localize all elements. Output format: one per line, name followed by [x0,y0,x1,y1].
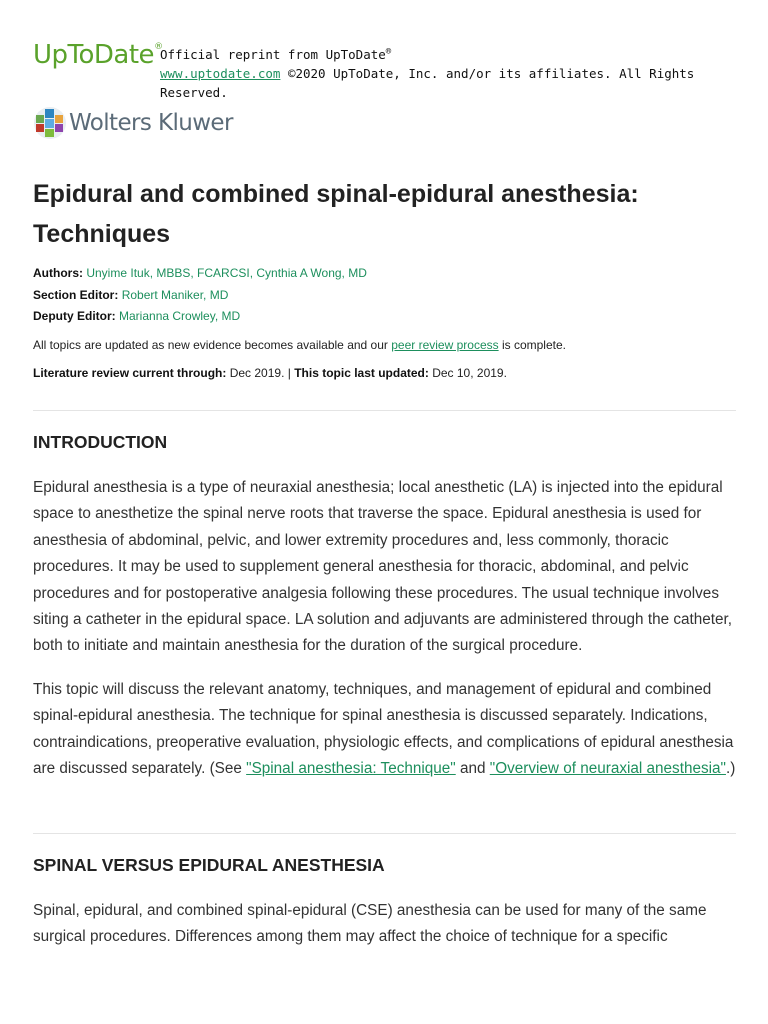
section-heading-spinal-vs-epidural: SPINAL VERSUS EPIDURAL ANESTHESIA [33,855,385,875]
intro-paragraph-2 [33,677,738,783]
wolters-kluwer-globe-icon [33,106,67,140]
update-note [33,338,566,352]
article-credits [33,263,367,328]
review-dates [33,366,507,380]
deputy-editor-link[interactable]: Marianna Crowley, MD [119,309,241,323]
authors-label: Authors: [33,266,83,280]
last-updated-label: This topic last updated: [294,366,429,380]
update-note-text: All topics are updated as new evidence becomes available and our [33,338,392,352]
reprint-line: Official reprint from UpToDate [160,47,386,63]
intro-p2-text: This topic will discuss the relevant anatomy, techniques, and management of epidural and combined spinal-epidural anesthesia. The technique for spinal anesthesia is discussed separately. Indications, contraindications, preoperative evaluation, physiologic effects, and complications of epidural anesthesia are discussed separately. (See [33,681,734,778]
lit-review-label: Literature review current through: [33,366,227,380]
intro-p2-tail: .) [725,760,736,778]
update-note-tail: is complete. [498,338,566,352]
lit-review-value: Dec 2019. | [226,366,295,380]
article-title: Epidural and combined spinal-epidural anesthesia: Techniques [33,180,639,248]
intro-paragraph-1: Epidural anesthesia is a type of neuraxial anesthesia; local anesthetic (LA) is injected into the epidural space to anesthetize the spinal nerve roots that traverse the space. Epidural anesthesia is used for anesthesia of abdominal, pelvic, and lower extremity procedures and, less commonly, thoracic procedures. It may be used to supplement general anesthesia for thoracic, abdominal, and pelvic procedures and for postoperative analgesia following these procedures. The usual technique involves siting a catheter in the epidural space. LA solution and adjuvants are administered through the catheter, both to initiate and maintain anesthesia for the duration of the surgical procedure. [33,479,733,655]
spinal-vs-epidural-paragraph: Spinal, epidural, and combined spinal-epidural (CSE) anesthesia can be used for many of the same surgical procedures. Differences among them may affect the choice of technique for a specific [33,902,707,946]
publisher-logo [33,106,233,140]
authors-links[interactable]: Unyime Ituk, MBBS, FCARCSI, Cynthia A Wong, MD [86,266,367,280]
uptodate-logo[interactable] [33,40,163,70]
section-heading-introduction: INTRODUCTION [33,432,168,452]
brand-registered-mark: ® [154,42,163,52]
brand-name: UpToDate [33,40,155,70]
intro-p2-and: and [455,760,490,778]
reprint-notice [160,43,768,102]
section-editor-link[interactable]: Robert Maniker, MD [121,287,229,302]
section-editor-label: Section Editor: [33,287,119,302]
publisher-name: Wolters Kluwer [69,110,233,136]
section-divider [33,833,736,834]
peer-review-link[interactable]: peer review process [391,338,499,352]
deputy-editor-label: Deputy Editor: [33,309,116,323]
spinal-anesthesia-link[interactable]: "Spinal anesthesia: Technique" [246,760,456,778]
neuraxial-overview-link[interactable]: "Overview of neuraxial anesthesia" [489,760,726,778]
copyright-text: ©2020 UpToDate, Inc. and/or its affiliates. All Rights Reserved. [160,66,695,101]
last-updated-value: Dec 10, 2019. [428,366,507,380]
section-divider [33,410,736,411]
site-link[interactable]: www.uptodate.com [160,66,281,82]
reprint-registered-mark: ® [385,47,392,57]
